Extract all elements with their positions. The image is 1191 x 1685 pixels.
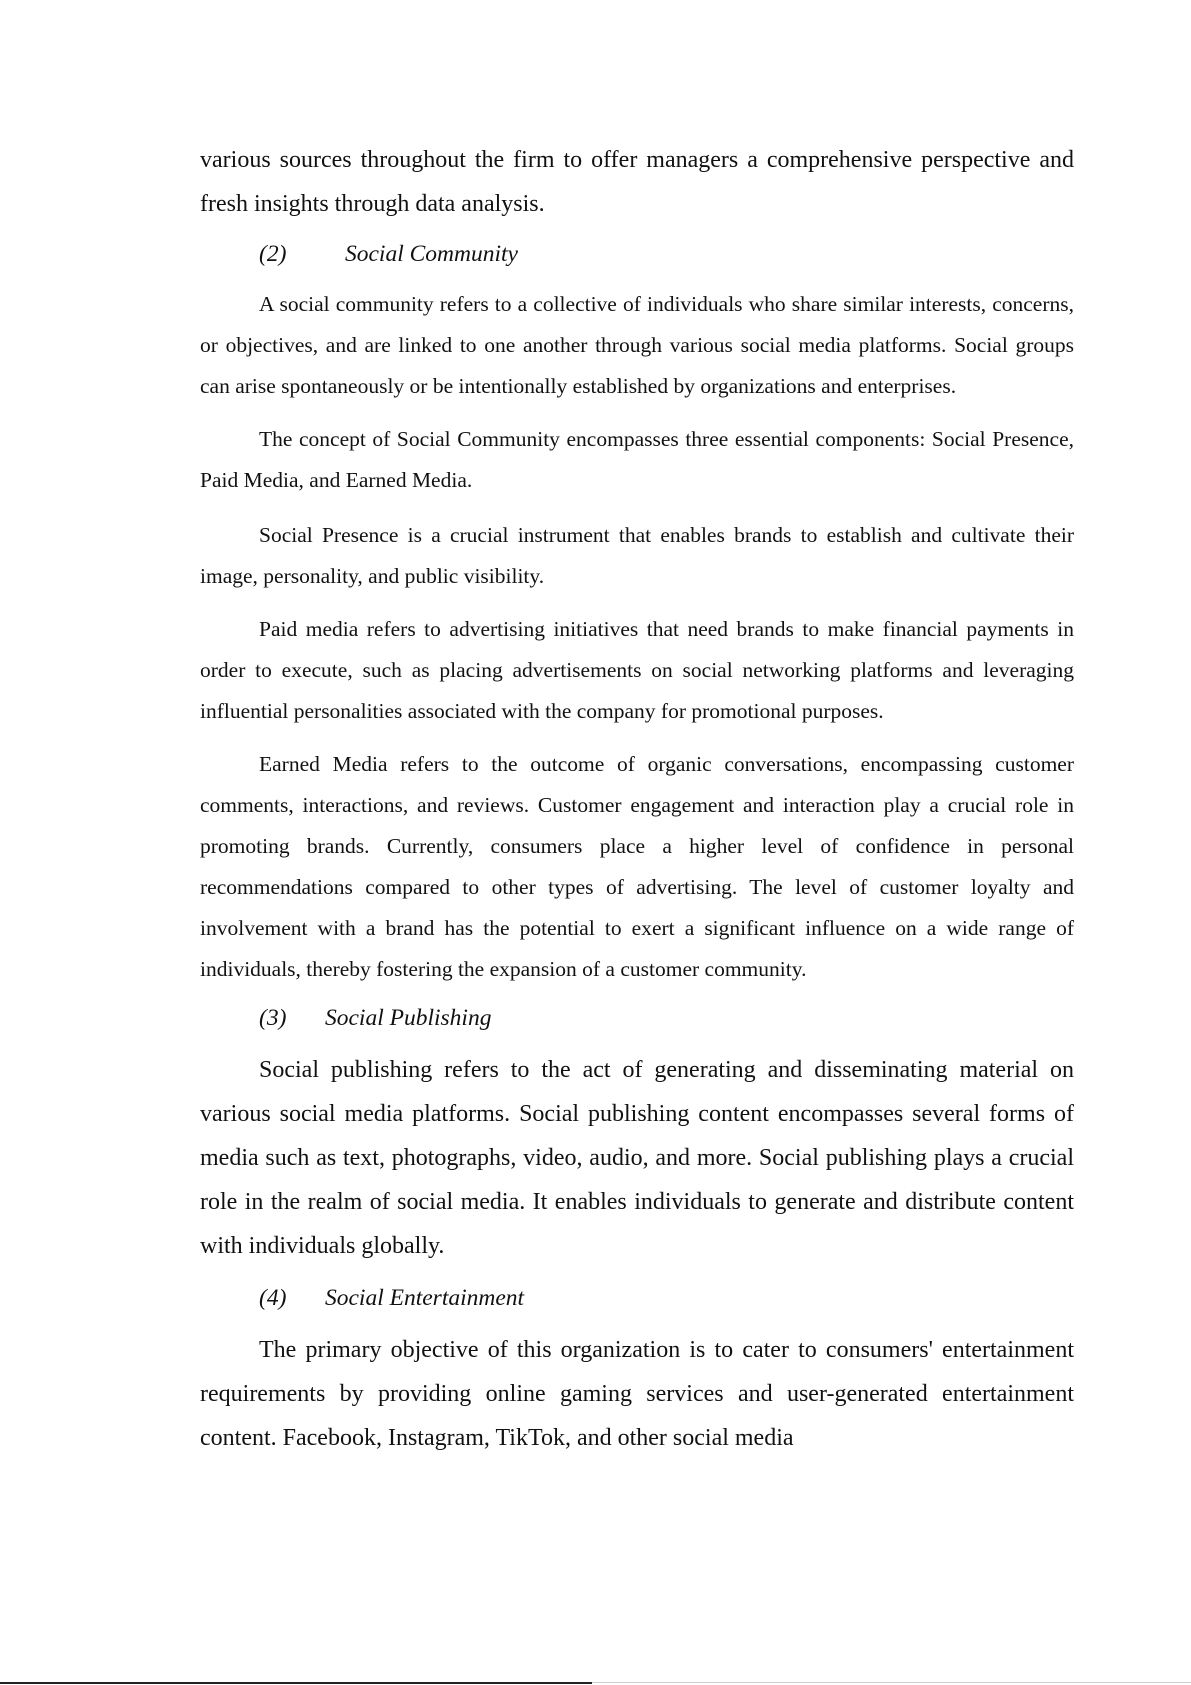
section-number: (2) xyxy=(259,241,287,267)
paragraph-social-presence: Social Presence is a crucial instrument that enables brands to establish and cultivate their image, personality, and public visibility. xyxy=(200,523,1074,588)
section-number: (3) xyxy=(259,1005,287,1031)
page-bottom-rule xyxy=(0,1682,592,1684)
paragraph-paid-media: Paid media refers to advertising initiatives that need brands to make financial payments in order to execute, such as placing advertisements on social networking platforms and leveraging influential personalities associated with the company for promotional purposes. xyxy=(200,617,1074,723)
section-number: (4) xyxy=(259,1285,287,1311)
paragraph-earned-media: Earned Media refers to the outcome of organic conversations, encompassing customer comments, interactions, and reviews. Customer engagement and interaction play a crucial role in promoting brands. Currently, consumers place a higher level of confidence in personal recommendations compared to other types of advertising. The level of customer loyalty and involvement with a brand has the potential to exert a significant influence on a wide range of individuals, thereby fostering the expansion of a customer community. xyxy=(200,752,1074,981)
paragraph-social-entertainment: The primary objective of this organization is to cater to consumers' entertainment requirements by providing online gaming services and user-generated entertainment content. Facebook, Instagram, TikTok, and other social media xyxy=(200,1337,1074,1451)
section-heading-social-entertainment xyxy=(259,1282,1074,1314)
document-page xyxy=(200,138,1074,1460)
section-title: Social Entertainment xyxy=(325,1285,525,1311)
paragraph-social-community-components: The concept of Social Community encompasses three essential components: Social Presence, Paid Media, and Earned Media. xyxy=(200,427,1074,492)
section-title: Social Publishing xyxy=(325,1005,492,1031)
section-heading-social-community xyxy=(259,238,1074,270)
section-title: Social Community xyxy=(345,241,518,267)
paragraph-continuation: various sources throughout the firm to offer managers a comprehensive perspective and fresh insights through data analysis. xyxy=(200,147,1074,217)
paragraph-social-community-definition: A social community refers to a collective of individuals who share similar interests, concerns, or objectives, and are linked to one another through various social media platforms. Social groups can arise spontaneously or be intentionally established by organizations and enterprises. xyxy=(200,292,1074,398)
page-bottom-rule-faint xyxy=(592,1682,1191,1683)
paragraph-social-publishing: Social publishing refers to the act of generating and disseminating material on various social media platforms. Social publishing content encompasses several forms of media such as text, photographs, video, audio, and more. Social publishing plays a crucial role in the realm of social media. It enables individuals to generate and distribute content with individuals globally. xyxy=(200,1057,1074,1259)
section-heading-social-publishing xyxy=(259,1002,1074,1034)
